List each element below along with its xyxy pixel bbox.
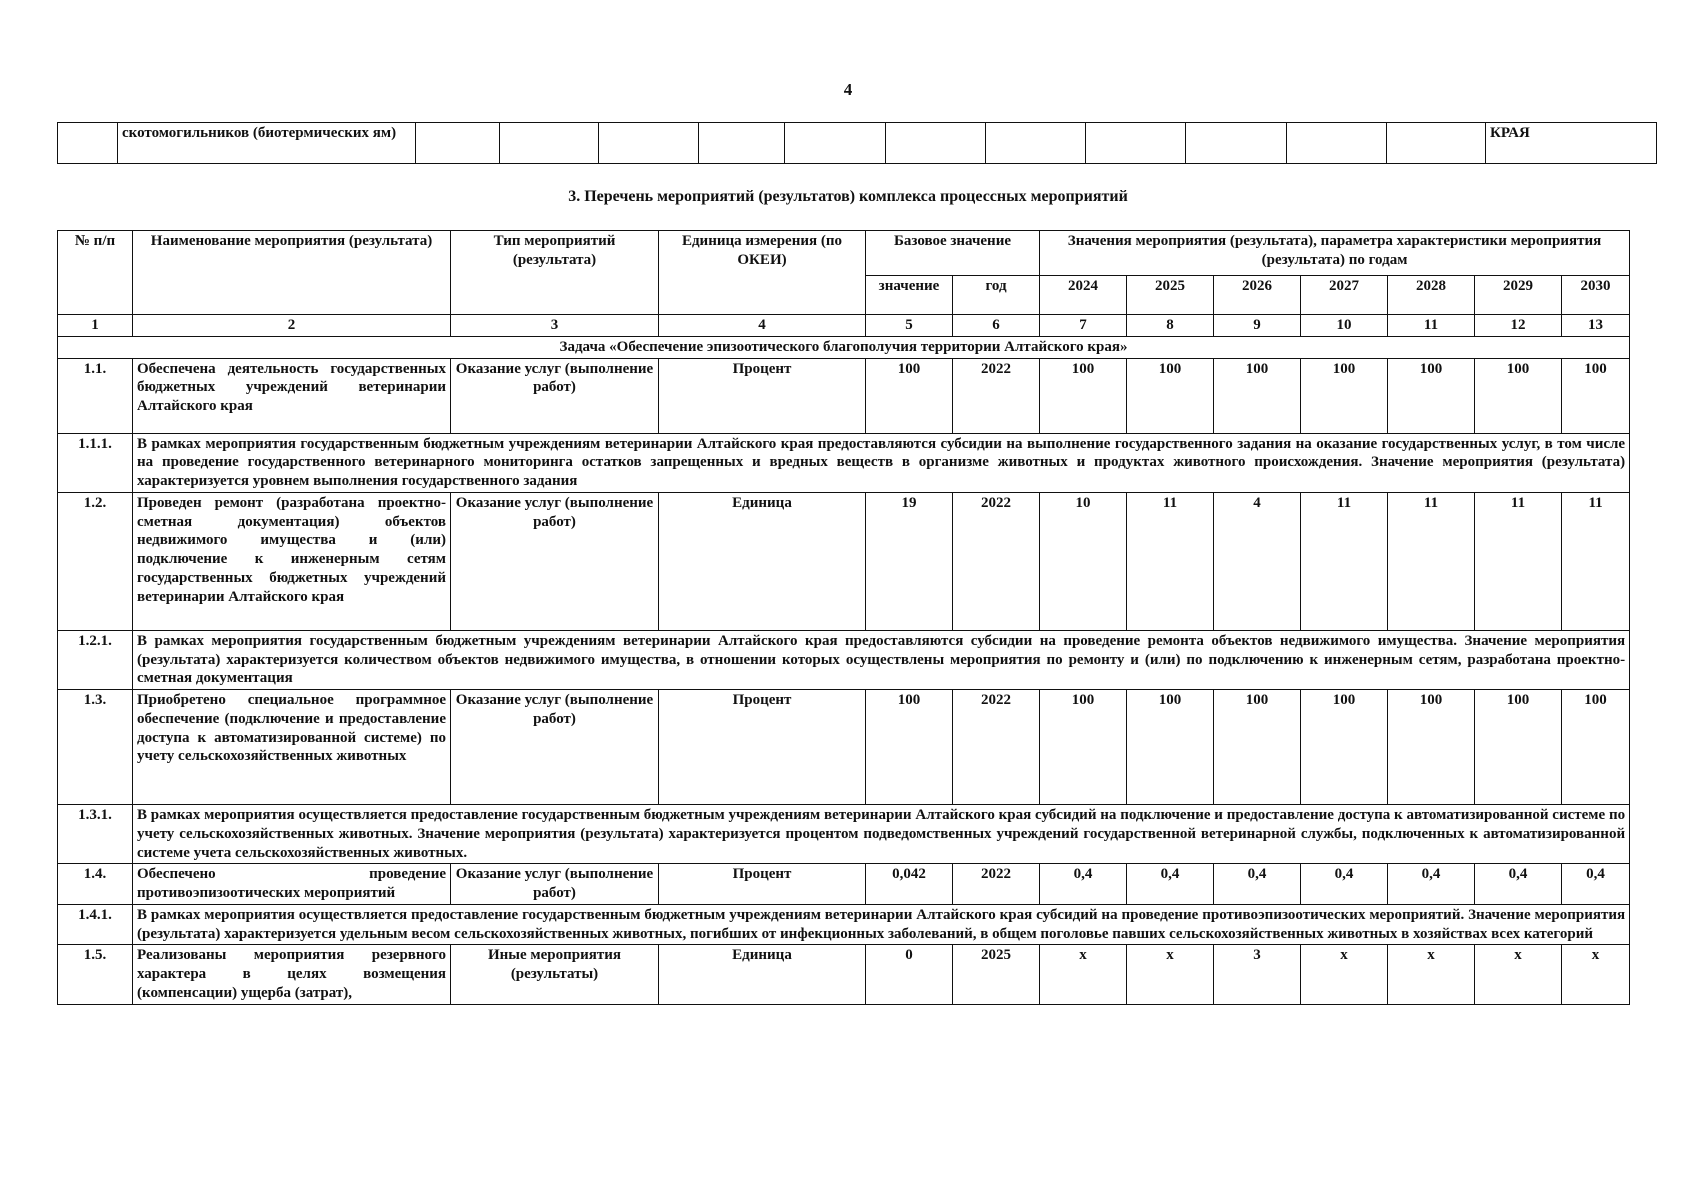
measure-type: Иные мероприятия (результаты) xyxy=(451,945,659,1004)
header-year: 2024 xyxy=(1040,276,1127,315)
year-value: 11 xyxy=(1388,492,1475,630)
measure-unit: Единица xyxy=(659,945,866,1004)
base-value: 100 xyxy=(866,690,953,805)
row-number: 1.3.1. xyxy=(58,805,133,864)
year-value: 100 xyxy=(1388,690,1475,805)
header-year: 2028 xyxy=(1388,276,1475,315)
base-value: 0,042 xyxy=(866,864,953,905)
year-value: 0,4 xyxy=(1475,864,1562,905)
year-value: 11 xyxy=(1127,492,1214,630)
measures-table xyxy=(57,230,1630,1005)
column-number: 10 xyxy=(1301,315,1388,337)
previous-table-cell xyxy=(785,123,886,164)
year-value: 100 xyxy=(1301,358,1388,433)
task-title: Задача «Обеспечение эпизоотического благополучия территории Алтайского края» xyxy=(58,336,1630,358)
column-number: 1 xyxy=(58,315,133,337)
column-number: 12 xyxy=(1475,315,1562,337)
column-number: 8 xyxy=(1127,315,1214,337)
previous-table-cell xyxy=(599,123,699,164)
measure-name: Проведен ремонт (разработана проектно-сметная документация) объектов недвижимого имущества и (или) подключение к инженерным сетям государственных бюджетных учреждений ветеринарии Алтайского края xyxy=(133,492,451,630)
header-row xyxy=(58,231,1630,276)
year-value: 11 xyxy=(1475,492,1562,630)
row-number: 1.3. xyxy=(58,690,133,805)
header-year: 2026 xyxy=(1214,276,1301,315)
year-value: x xyxy=(1040,945,1127,1004)
measure-row xyxy=(58,492,1630,630)
column-numbers-row xyxy=(58,315,1630,337)
year-value: 0,4 xyxy=(1301,864,1388,905)
measure-description-row xyxy=(58,805,1630,864)
base-year: 2022 xyxy=(953,864,1040,905)
year-value: 0,4 xyxy=(1214,864,1301,905)
previous-table-cell xyxy=(1387,123,1486,164)
year-value: x xyxy=(1475,945,1562,1004)
row-number: 1.5. xyxy=(58,945,133,1004)
previous-table-cell xyxy=(1186,123,1287,164)
measure-type: Оказание услуг (выполнение работ) xyxy=(451,358,659,433)
year-value: 100 xyxy=(1127,358,1214,433)
header-name: Наименование мероприятия (результата) xyxy=(133,231,451,315)
year-value: 10 xyxy=(1040,492,1127,630)
measure-name: Обеспечена деятельность государственных бюджетных учреждений ветеринарии Алтайского края xyxy=(133,358,451,433)
header-year: 2029 xyxy=(1475,276,1562,315)
header-year: 2027 xyxy=(1301,276,1388,315)
year-value: 100 xyxy=(1388,358,1475,433)
column-number: 11 xyxy=(1388,315,1475,337)
column-number: 6 xyxy=(953,315,1040,337)
row-number: 1.2. xyxy=(58,492,133,630)
year-value: 100 xyxy=(1562,690,1630,805)
year-value: x xyxy=(1127,945,1214,1004)
measure-name: Реализованы мероприятия резервного характера в целях возмещения (компенсации) ущерба (затрат), xyxy=(133,945,451,1004)
previous-table-cell xyxy=(886,123,986,164)
measure-unit: Единица xyxy=(659,492,866,630)
task-row xyxy=(58,336,1630,358)
measure-unit: Процент xyxy=(659,358,866,433)
section-title: 3. Перечень мероприятий (результатов) комплекса процессных мероприятий xyxy=(568,188,1128,205)
year-value: 100 xyxy=(1040,690,1127,805)
measure-description: В рамках мероприятия государственным бюджетным учреждениям ветеринарии Алтайского края предоставляются субсидии на проведение ремонта объектов недвижимого имущества. Значение мероприятия (результата) характеризуется количеством объектов недвижимого имущества, в отношении которых осуществлены мероприятия по ремонту и (или) по подключению к инженерным сетям, разработана проектно-сметная документация xyxy=(133,630,1630,689)
measure-row xyxy=(58,945,1630,1004)
header-type: Тип мероприятий (результата) xyxy=(451,231,659,315)
column-number: 4 xyxy=(659,315,866,337)
year-value: 100 xyxy=(1301,690,1388,805)
header-values: Значения мероприятия (результата), параметра характеристики мероприятия (результата) по годам xyxy=(1040,231,1630,276)
page-number: 4 xyxy=(843,80,853,99)
measure-row xyxy=(58,864,1630,905)
measure-row xyxy=(58,358,1630,433)
previous-table-row xyxy=(58,123,1657,164)
year-value: 100 xyxy=(1562,358,1630,433)
previous-table-cell xyxy=(699,123,785,164)
previous-table-cell: КРАЯ xyxy=(1486,123,1657,164)
header-no: № п/п xyxy=(58,231,133,315)
base-year: 2025 xyxy=(953,945,1040,1004)
year-value: 11 xyxy=(1562,492,1630,630)
previous-table-cell xyxy=(986,123,1086,164)
measure-type: Оказание услуг (выполнение работ) xyxy=(451,492,659,630)
column-number: 13 xyxy=(1562,315,1630,337)
measure-description: В рамках мероприятия государственным бюджетным учреждениям ветеринарии Алтайского края предоставляются субсидии на выполнение государственного задания на оказание государственных услуг, в том числе на проведение государственного ветеринарного мониторинга остатков запрещенных и вредных веществ в организме животных и продуктах животного происхождения. Значение мероприятия (результата) характеризуется уровнем выполнения государственного задания xyxy=(133,433,1630,492)
year-value: 11 xyxy=(1301,492,1388,630)
year-value: 100 xyxy=(1214,358,1301,433)
previous-table-cell xyxy=(1086,123,1186,164)
base-value: 19 xyxy=(866,492,953,630)
year-value: 100 xyxy=(1127,690,1214,805)
measure-row xyxy=(58,690,1630,805)
header-base-year: год xyxy=(953,276,1040,315)
year-value: 3 xyxy=(1214,945,1301,1004)
year-value: 100 xyxy=(1475,358,1562,433)
previous-table-cell: скотомогильников (биотермических ям) xyxy=(118,123,416,164)
year-value: x xyxy=(1562,945,1630,1004)
year-value: 0,4 xyxy=(1127,864,1214,905)
previous-table-cell xyxy=(500,123,599,164)
year-value: 0,4 xyxy=(1040,864,1127,905)
measure-unit: Процент xyxy=(659,690,866,805)
row-number: 1.4.1. xyxy=(58,904,133,945)
column-number: 9 xyxy=(1214,315,1301,337)
header-year: 2025 xyxy=(1127,276,1214,315)
measure-description-row xyxy=(58,630,1630,689)
column-number: 5 xyxy=(866,315,953,337)
base-year: 2022 xyxy=(953,358,1040,433)
header-base-value: значение xyxy=(866,276,953,315)
measure-unit: Процент xyxy=(659,864,866,905)
measure-description-row xyxy=(58,904,1630,945)
column-number: 2 xyxy=(133,315,451,337)
measure-description: В рамках мероприятия осуществляется предоставление государственным бюджетным учреждениям ветеринарии Алтайского края субсидий на проведение противоэпизоотических мероприятий. Значение мероприятия (результата) характеризуется удельным весом сельскохозяйственных животных, погибших от инфекционных заболеваний, в общем поголовье павших сельскохозяйственных животных в хозяйствах всех категорий xyxy=(133,904,1630,945)
measure-name: Обеспечено проведение противоэпизоотических мероприятий xyxy=(133,864,451,905)
previous-table-cell xyxy=(58,123,118,164)
year-value: 100 xyxy=(1475,690,1562,805)
base-year: 2022 xyxy=(953,492,1040,630)
measure-type: Оказание услуг (выполнение работ) xyxy=(451,864,659,905)
row-number: 1.1.1. xyxy=(58,433,133,492)
row-number: 1.1. xyxy=(58,358,133,433)
column-number: 3 xyxy=(451,315,659,337)
header-unit: Единица измерения (по ОКЕИ) xyxy=(659,231,866,315)
row-number: 1.4. xyxy=(58,864,133,905)
base-year: 2022 xyxy=(953,690,1040,805)
year-value: 100 xyxy=(1040,358,1127,433)
measure-type: Оказание услуг (выполнение работ) xyxy=(451,690,659,805)
previous-table-cell xyxy=(416,123,500,164)
year-value: 100 xyxy=(1214,690,1301,805)
header-base: Базовое значение xyxy=(866,231,1040,276)
measure-description-row xyxy=(58,433,1630,492)
header-year: 2030 xyxy=(1562,276,1630,315)
previous-table-cell xyxy=(1287,123,1387,164)
year-value: 0,4 xyxy=(1562,864,1630,905)
year-value: 4 xyxy=(1214,492,1301,630)
year-value: x xyxy=(1388,945,1475,1004)
base-value: 0 xyxy=(866,945,953,1004)
previous-page-table-continuation xyxy=(57,122,1657,164)
year-value: x xyxy=(1301,945,1388,1004)
year-value: 0,4 xyxy=(1388,864,1475,905)
column-number: 7 xyxy=(1040,315,1127,337)
measure-name: Приобретено специальное программное обеспечение (подключение и предоставление доступа к автоматизированной системе) по учету сельскохозяйственных животных xyxy=(133,690,451,805)
base-value: 100 xyxy=(866,358,953,433)
measure-description: В рамках мероприятия осуществляется предоставление государственным бюджетным учреждениям ветеринарии Алтайского края субсидий на подключение и предоставление доступа к автоматизированной системе по учету сельскохозяйственных животных. Значение мероприятия (результата) характеризуется процентом подведомственных учреждений государственной ветеринарной службы, подключенных к автоматизированной системе учета сельскохозяйственных животных. xyxy=(133,805,1630,864)
row-number: 1.2.1. xyxy=(58,630,133,689)
